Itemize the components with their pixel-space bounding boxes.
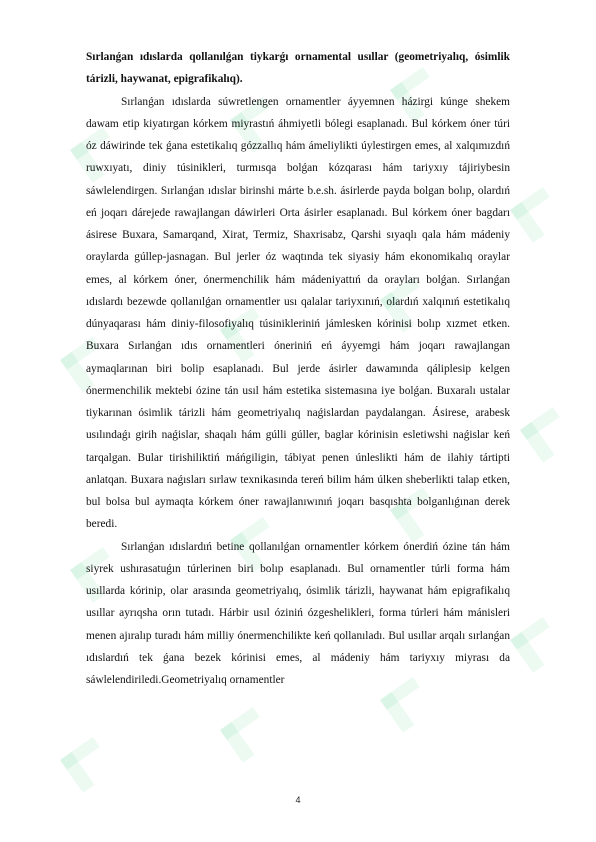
body-paragraph: Sırlanǵan ıdıslarda súwretlengen ornamentler áyyemnen házirgi kúnge shekem dawam etip kiyatırgan kórkem miyrastıń áhmiyetli bólegi esaplanadı. Bul kórkem óner túri óz dáwirinde tek ǵana estetikalıq gózzallıq hám ámeliylikti úylestirgen emes, al xalqımızdıń ruwxıyatı, diniy túsinikleri, turmısqa bolǵan kózqarası hám tariyxıy tájiriybesin sáwlelendirgen. Sırlanǵan ıdıslar birinshi márte b.e.sh. ásirlerde payda bolgan bolıp, olardıń eń joqarı dárejede rawajlangan dáwirleri Orta ásirler esaplanadı. Bul kórkem óner bagdarı ásirese Buxara, Samarqand, Xirat, Termiz, Shaxrisabz, Qarshi sıyaqlı qala hám mádeniy oraylarda gúllep-jasnagan. Bul jerler óz waqtında tek siyasiy hám ekonomikalıq oraylar emes, al kórkem óner, ónermenchilik hám mádeniyattıń da orayları bolǵan. Sırlanǵan ıdıslardı bezewde qollanılǵan ornamentler usı qalalar tariyxınıń, olardıń xalqınıń estetikalıq dúnyaqarası hám diniy-filosofiyalıq túsinikleriniń jámlesken kórinisi bolıp xızmet etken. Buxara Sırlanǵan ıdıs ornamentleri óneriniń eń áyyemgi hám joqarı rawajlangan aymaqlarınan biri bolip esaplanadı. Bul jerde ásirler dawamında qáliplesip kelgen ónermenchilik mektebi ózine tán usıl hám estetika sistemasına iye bolǵan. Buxaralı ustalar tiykarınan ósimlik tárizli hám geometriyalıq naǵislardan paydalangan. Ásirese, arabesk usılındaǵı girih naǵislar, shaqalı hám gúlli gúller, baglar kórinisin esletiwshi naǵislar keń tarqalgan. Bular tirishiliktiń máńgiligin, tábiyat penen únleslikti hám de ilahiy tártipti anlatqan. Buxara naǵısları sırlaw texnikasında tereń bilim hám úlken sheberlikti talap etken, bul bolsa bul aymaqta kórkem óner rawajlanıwınıń joqarı basqıshta bolganlıǵınan derek beredi. bbox=[86, 95, 510, 531]
watermark-glyph bbox=[220, 707, 276, 763]
body-paragraph: Sırlanǵan ıdıslardıń betine qollanılǵan ornamentler kórkem ónerdiń ózine tán hám siyrek ushırasatuǵın túrlerinen biri bolıp esaplanadı. Bul ornamentler túrli forma hám usıllarda kórinip, olar arasında geometriyalıq, ósimlik tárizli, haywanat hám epigrafikalıq usıllar ayrıqsha orın tutadı. Hárbir usıl óziniń ózgeshelikleri, forma túrleri hám mánisleri menen ajıralıp turadı hám milliy ónermenchilikte keń qollanıladı. Bul usıllar arqalı sırlanǵan ıdıslardıń tek ǵana bezek kórinisi emes, al mádeniy hám tariyxıy miyrası da sáwlelendiriledi.Geometriyalıq ornamentler bbox=[86, 540, 510, 686]
section-heading: Sırlanǵan ıdıslarda qollanılǵan tiykarǵı ornamental usıllar (geometriyalıq, ósimlik tárizli, haywanat, epigrafikalıq). bbox=[86, 51, 510, 86]
watermark-glyph bbox=[510, 187, 566, 243]
page-number: 4 bbox=[295, 795, 301, 805]
watermark-glyph bbox=[510, 617, 566, 673]
watermark-glyph bbox=[60, 737, 116, 793]
watermark-glyph bbox=[520, 407, 576, 463]
document-body bbox=[86, 46, 510, 691]
